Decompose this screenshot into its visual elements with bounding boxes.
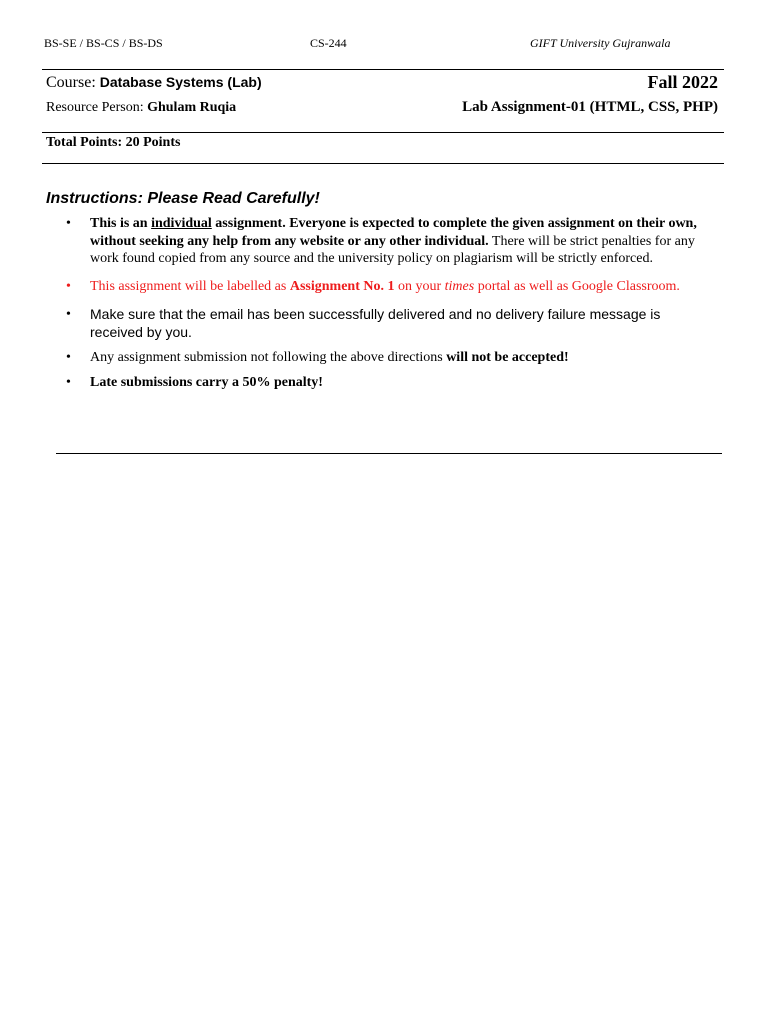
list-item — [60, 374, 712, 392]
item5-text: Late submissions carry a 50% penalty! — [90, 374, 323, 390]
bullet-icon: • — [66, 307, 71, 322]
bullet-icon: • — [66, 278, 71, 294]
resource-person-label: Resource Person: — [46, 100, 144, 115]
running-header-programs: BS-SE / BS-CS / BS-DS — [44, 36, 163, 50]
list-item — [60, 215, 712, 268]
list-item — [60, 306, 712, 341]
item1-text-part2: individual — [151, 216, 212, 231]
assignment-title: Lab Assignment-01 (HTML, CSS, PHP) — [462, 99, 718, 115]
term: Fall 2022 — [647, 72, 718, 92]
item1-text-part4: There will be strict penalties for any work found copied from any source and the university policy on plagiarism will be strictly enforced. — [90, 233, 695, 266]
running-header-university: GIFT University Gujranwala — [530, 36, 671, 50]
course-label: Course: — [46, 74, 96, 91]
bullet-icon: • — [66, 216, 71, 231]
total-points: Total Points: 20 Points — [46, 135, 181, 150]
resource-person-line — [46, 100, 236, 116]
item4-text-part1: Any assignment submission not following the above directions — [90, 350, 447, 365]
item3-text: Make sure that the email has been successfully delivered and no delivery failure message is received by you. — [90, 306, 661, 340]
item1-text-part1: This is an — [90, 216, 152, 231]
bullet-icon: • — [66, 374, 71, 390]
item2-text-part1: This assignment will be labelled as — [90, 278, 290, 294]
divider — [42, 69, 724, 70]
item1-text-part3: assignment. Everyone is expected to complete the given assignment on their own, without seeking any help from any website or any other individual. — [90, 216, 697, 249]
item2-text-part5: portal as well as Google Classroom. — [474, 278, 680, 294]
instructions-heading: Instructions: Please Read Carefully! — [46, 190, 320, 207]
course-name: Database Systems (Lab) — [99, 74, 262, 90]
instructions-list — [60, 215, 712, 391]
resource-person-name: Ghulam Ruqia — [147, 100, 237, 115]
course-line — [46, 74, 262, 92]
list-item — [60, 349, 712, 367]
list-item — [60, 278, 712, 296]
item2-text-part3: on your — [394, 278, 445, 294]
divider — [42, 163, 724, 164]
divider — [56, 453, 722, 454]
running-header-course-code: CS-244 — [310, 36, 347, 50]
item2-text-part2: Assignment No. 1 — [289, 278, 395, 294]
bullet-icon: • — [66, 350, 71, 365]
divider — [42, 132, 724, 133]
item4-text-part2: will not be accepted! — [446, 350, 569, 365]
item2-text-part4: times — [444, 278, 475, 294]
